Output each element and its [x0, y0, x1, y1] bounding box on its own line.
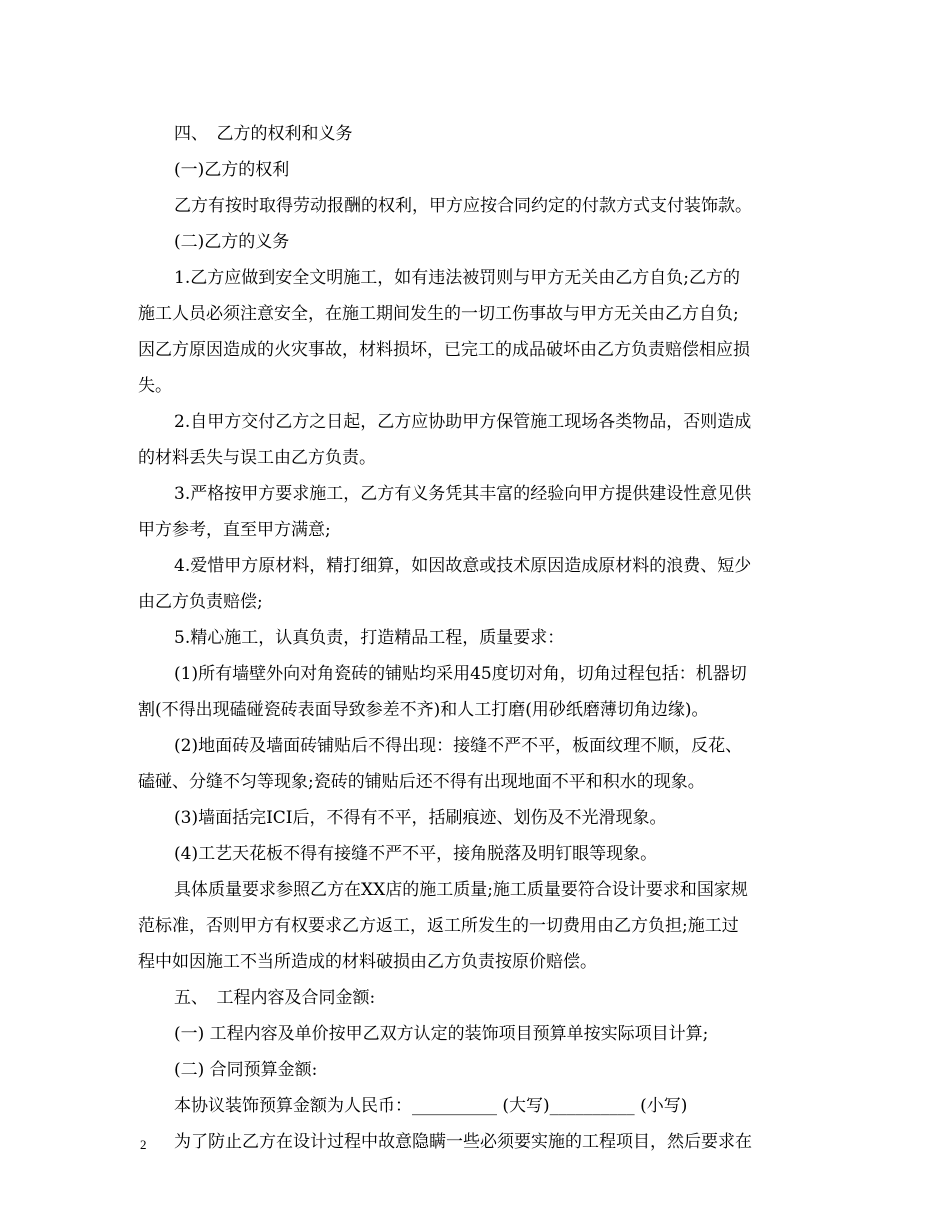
- paragraph-line: 4.爱惜甲方原材料，精打细算，如因故意或技术原因造成原材料的浪费、短少: [174, 556, 752, 576]
- paragraph-line: 甲方参考，直至甲方满意;: [138, 520, 331, 540]
- page-number: 2: [140, 1137, 147, 1152]
- paragraph-line: 具体质量要求参照乙方在XX店的施工质量;施工质量要符合设计要求和国家规: [174, 880, 748, 900]
- paragraph-line: 施工人员必须注意安全，在施工期间发生的一切工伤事故与甲方无关由乙方自负;: [138, 304, 739, 324]
- paragraph-line: 磕碰、分缝不匀等现象;瓷砖的铺贴后还不得有出现地面不平和积水的现象。: [138, 772, 705, 792]
- paragraph-line: (3)墙面括完ICI后，不得有不平，括刷痕迹、划伤及不光滑现象。: [174, 808, 667, 828]
- subheading-obligations: (二)乙方的义务: [174, 232, 290, 252]
- subheading-rights: (一)乙方的权利: [174, 160, 290, 180]
- budget-amount-line: 本协议装饰预算金额为人民币：__________ (大写)__________ (小写): [174, 1096, 688, 1116]
- paragraph-line: 的材料丢失与误工由乙方负责。: [138, 448, 376, 468]
- paragraph-line: (2)地面砖及墙面砖铺贴后不得出现：接缝不严不平，板面纹理不顺，反花、: [174, 736, 743, 756]
- paragraph-line: 程中如因施工不当所造成的材料破损由乙方负责按原价赔偿。: [138, 952, 597, 972]
- section-heading-4: 四、 乙方的权利和义务: [174, 124, 353, 144]
- paragraph-line: 范标准，否则甲方有权要求乙方返工，返工所发生的一切费用由乙方负担;施工过: [138, 916, 739, 936]
- paragraph-line: 2.自甲方交付乙方之日起，乙方应协助甲方保管施工现场各类物品，否则造成: [174, 412, 752, 432]
- paragraph-line: 1.乙方应做到安全文明施工，如有违法被罚则与甲方无关由乙方自负;乙方的: [174, 268, 740, 288]
- paragraph-line: 割(不得出现磕碰瓷砖表面导致参差不齐)和人工打磨(用砂纸磨薄切角边缘)。: [138, 700, 709, 720]
- paragraph-line: 5.精心施工，认真负责，打造精品工程，质量要求：: [174, 628, 565, 648]
- document-body: [138, 116, 818, 1160]
- paragraph-line: (一) 工程内容及单价按甲乙双方认定的装饰项目预算单按实际项目计算;: [174, 1024, 709, 1044]
- section-heading-5: 五、 工程内容及合同金额:: [174, 988, 376, 1008]
- paragraph-line: 失。: [138, 376, 172, 396]
- paragraph-line: 乙方有按时取得劳动报酬的权利，甲方应按合同约定的付款方式支付装饰款。: [174, 196, 752, 216]
- paragraph-line: 3.严格按甲方要求施工，乙方有义务凭其丰富的经验向甲方提供建设性意见供: [174, 484, 752, 504]
- paragraph-line: (4)工艺天花板不得有接缝不严不平，接角脱落及明钉眼等现象。: [174, 844, 658, 864]
- paragraph-line: 因乙方原因造成的火灾事故，材料损坏，已完工的成品破坏由乙方负责赔偿相应损: [138, 340, 750, 360]
- paragraph-line: 为了防止乙方在设计过程中故意隐瞒一些必须要实施的工程项目，然后要求在: [174, 1132, 752, 1152]
- paragraph-line: (二) 合同预算金额:: [174, 1060, 318, 1080]
- paragraph-line: (1)所有墙壁外向对角瓷砖的铺贴均采用45度切对角，切角过程包括：机器切: [174, 664, 747, 684]
- paragraph-line: 由乙方负责赔偿;: [138, 592, 263, 612]
